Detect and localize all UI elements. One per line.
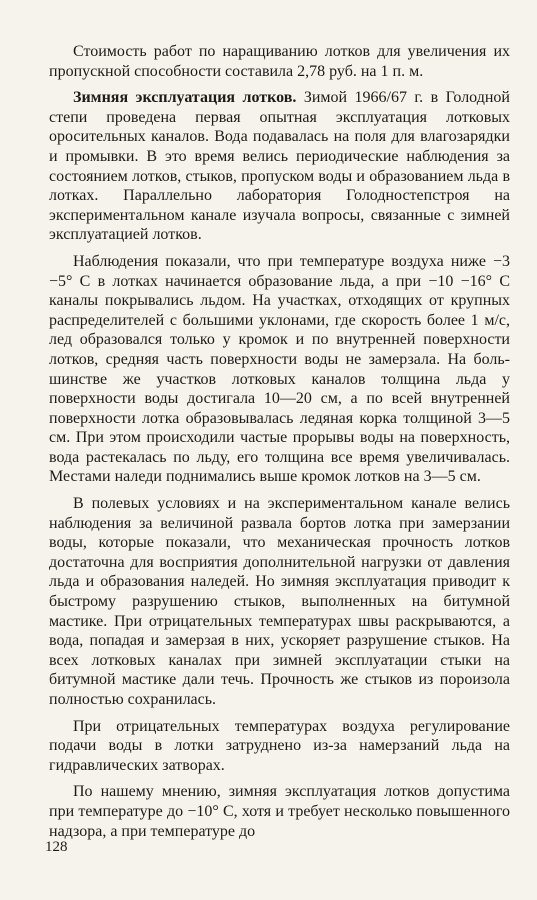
- section-run-in-heading: Зимняя эксплуатация лотков.: [73, 89, 297, 107]
- paragraph-text: Зимой 1966/67 г. в Голодной степи проведена первая опытная эксплуатация лотковых оросительных каналов. Вода подавалась на поля для влагозарядки и промывки. В это время велись периодические наблюдения за состоянием лотков, стыков, пропуском воды и образованием льда в лотках. Параллельно лаборатория Голодностепстроя на экспериментальном канале изучала вопросы, связанные с зимней эксплуатацией лотков.: [49, 89, 510, 244]
- paragraph-text: По нашему мнению, зимняя эксплуатация лотков допустима при температуре до −10° С, хотя и требует несколько повышенного надзора, а при температуре до: [49, 783, 510, 840]
- body-text: [49, 42, 510, 848]
- page-number: 128: [45, 839, 68, 855]
- paragraph-field-conditions: [49, 494, 510, 710]
- paragraph-opinion: [49, 782, 510, 841]
- paragraph-text: В полевых условиях и на экспериментальном канале велись наблюдения за величиной развала бортов лотка при замерзании воды, которые показали, что механическая прочность лотков достаточна для восприятия дополнительной нагрузки от давления льда и образования наледей. Но зимняя эксплуатация приводит к быстрому разрушению стыков, выполненных на битумной мастике. При отрицательных температурах швы раскрываются, а вода, попадая и замерзая в них, ускоряет разрушение стыков. На всех лотковых каналах при зимней эксплуатации стыки на битумной мастике дали течь. Прочность же стыков из пороизола полностью сохранилась.: [49, 495, 510, 708]
- paragraph-cost: [49, 42, 510, 81]
- paragraph-winter-operation: [49, 88, 510, 245]
- paragraph-text: Стоимость работ по наращиванию лотков для увеличения их пропускной способности составила 2,78 руб. на 1 п. м.: [49, 43, 510, 80]
- paragraph-observations: [49, 252, 510, 487]
- paragraph-negative-temperatures: [49, 717, 510, 776]
- paragraph-text: При отрицательных температурах воздуха регулирование подачи воды в лотки затруднено из-за намерзаний льда на гидравлических затворах.: [49, 717, 510, 774]
- paragraph-text: Наблюдения показали, что при температуре воздуха ниже −3 −5° С в лотках начинается образование льда, а при −10 −16° С каналы покрывались льдом. На участках, отходящих от крупных распределителей с большими уклонами, где скорость более 1 м/с, лед образовался только у кромок и по внутренней поверхности лотков, средняя часть поверхности воды не замерзала. На большинстве же участков лотковых каналов толщина льда у поверхности воды достигала 10—20 см, а по всей внутренней поверхности лотка образовывалась ледяная корка толщиной 3—5 см. При этом происходили частые прорывы воды на поверхность, вода растекалась по льду, его толщина все время увеличивалась. Местами наледи поднимались выше кромок лотков на 3—5 см.: [49, 252, 510, 486]
